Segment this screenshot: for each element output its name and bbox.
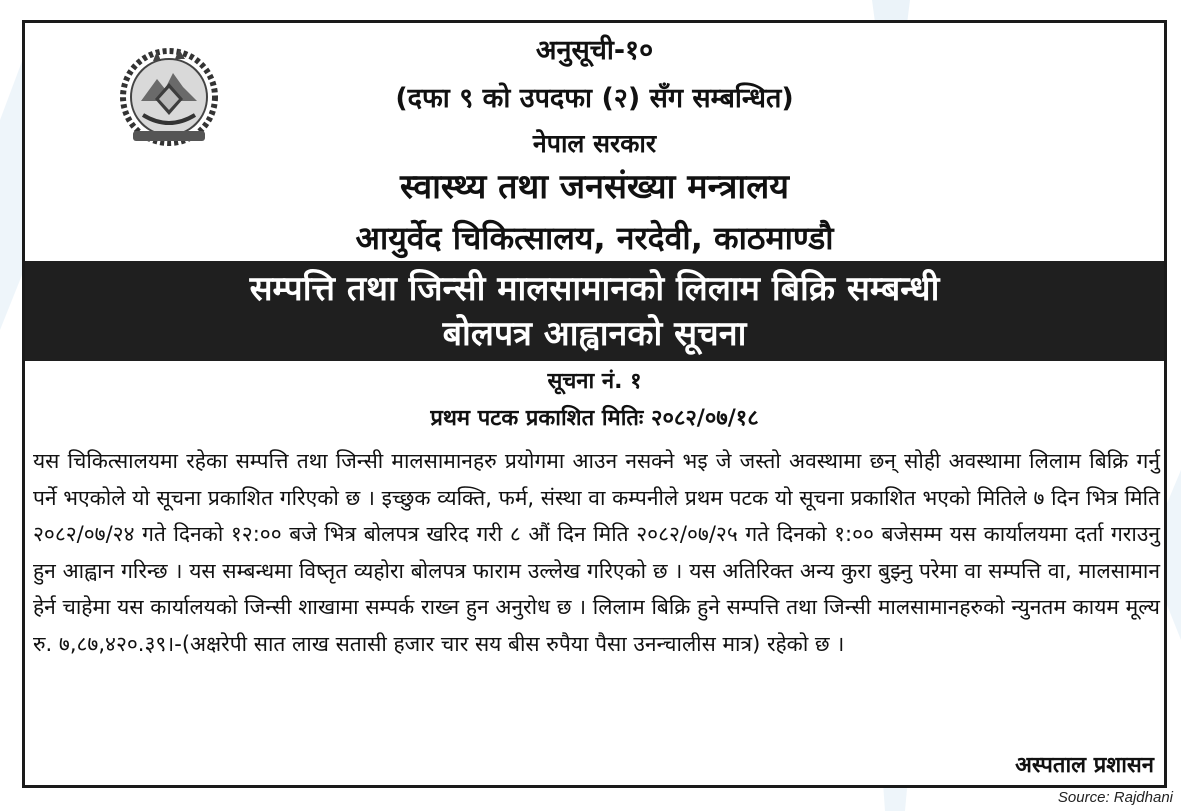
notice-body: यस चिकित्सालयमा रहेका सम्पत्ति तथा जिन्सी मालसामानहरु प्रयोगमा आउन नसक्ने भइ जे जस्तो अवस्थामा छन् सोही अवस्थामा लिलाम बिक्रि गर्नु पर्ने भएकोले यो सूचना प्रकाशित गरिएको छ । इच्छुक व्यक्ति, फर्म, संस्था वा कम्पनीले प्रथम पटक यो सूचना प्रकाशित भएको मितिले ७ दिन भित्र मिति २०८२/०७/२४ गते दिनको १२:०० बजे भित्र बोलपत्र खरिद गरी ८ औं दिन मिति २०८२/०७/२५ गते दिनको १:०० बजेसम्म यस कार्यालयमा दर्ता गराउनु हुन आह्वान गरिन्छ । यस सम्बन्धमा विष्तृत व्यहोरा बोलपत्र फाराम उल्लेख गरिएको छ । यस अतिरिक्त अन्य कुरा बुझ्नु परेमा वा सम्पत्ति वा, मालसामान हेर्न चाहेमा यस कार्यालयको जिन्सी शाखामा सम्पर्क राख्न हुन अनुरोध छ । लिलाम बिक्रि हुने सम्पत्ति तथा जिन्सी मालसामानहरुको न्युनतम कायम मूल्य रु. ७,८७,४२०.३९।-(अक्षरेपी सात लाख सतासी हजार चार सय बीस रुपैया पैसा उनन्चालीस मात्र) रहेको छ । bbox=[33, 449, 1160, 656]
signature: अस्पताल प्रशासन bbox=[1015, 753, 1154, 778]
section-reference: (दफा ९ को उपदफा (२) सँग सम्बन्धित) bbox=[395, 83, 794, 114]
banner-title-line1: सम्पत्ति तथा जिन्सी मालसामानको लिलाम बिक्रि सम्बन्धी bbox=[249, 269, 940, 309]
notice-frame bbox=[22, 20, 1167, 788]
ministry-name: स्वास्थ्य तथा जनसंख्या मन्त्रालय bbox=[400, 167, 789, 207]
title-banner bbox=[25, 261, 1164, 361]
government-name: नेपाल सरकार bbox=[532, 129, 657, 158]
notice-number: सूचना नं. १ bbox=[547, 369, 642, 394]
office-name: आयुर्वेद चिकित्सालय, नरदेवी, काठमाण्डौ bbox=[355, 219, 834, 257]
published-date: प्रथम पटक प्रकाशित मितिः २०८२/०७/१८ bbox=[430, 406, 759, 431]
schedule-label: अनुसूची-१० bbox=[535, 35, 654, 66]
source-credit: Source: Rajdhani bbox=[1057, 789, 1173, 806]
banner-title-line2: बोलपत्र आह्वानको सूचना bbox=[442, 314, 747, 354]
